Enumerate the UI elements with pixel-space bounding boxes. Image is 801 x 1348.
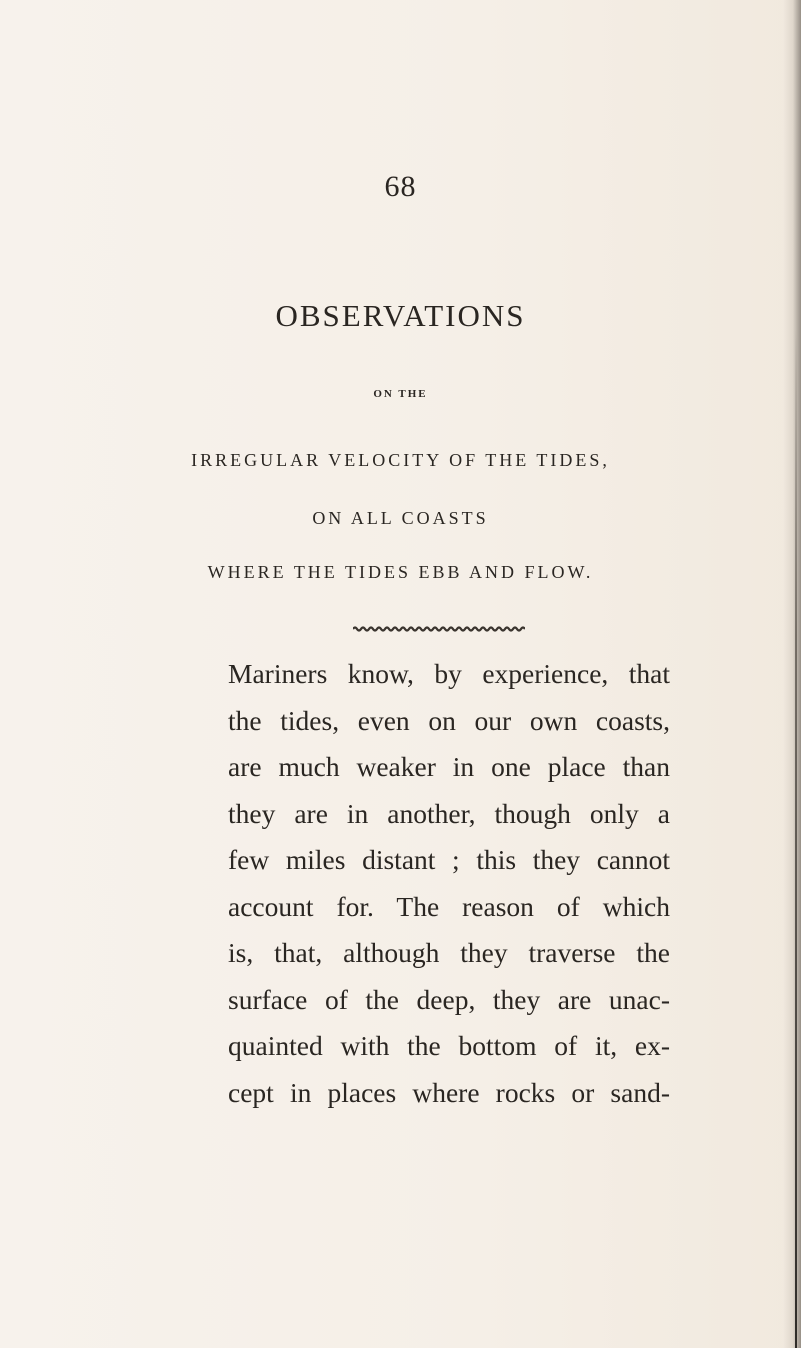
body-line: they are in another, though only a <box>228 797 670 829</box>
chapter-subtitle-line-2: ON ALL COASTS <box>312 508 489 528</box>
body-line: the tides, even on our own coasts, <box>228 704 670 736</box>
page-number: 68 <box>384 170 417 203</box>
body-paragraph <box>228 651 670 1116</box>
chapter-connector: ON THE <box>373 388 428 400</box>
wavy-rule-ornament <box>353 624 525 634</box>
chapter-title: OBSERVATIONS <box>275 298 526 333</box>
body-line: account for. The reason of which <box>228 890 670 922</box>
chapter-subtitle-line-1: IRREGULAR VELOCITY OF THE TIDES, <box>191 450 610 470</box>
page-binding-edge <box>795 330 797 1348</box>
chapter-subtitle-line-3: WHERE THE TIDES EBB AND FLOW. <box>207 562 594 582</box>
body-line: cept in places where rocks or sand- <box>228 1076 670 1108</box>
body-line: few miles distant ; this they cannot <box>228 844 670 875</box>
body-line: Mariners know, by experience, that <box>228 658 670 689</box>
body-line: quainted with the bottom of it, ex- <box>228 1030 670 1061</box>
body-line: is, that, although they traverse the <box>228 937 670 968</box>
body-line: are much weaker in one place than <box>228 751 670 782</box>
body-line: surface of the deep, they are unac- <box>228 983 670 1015</box>
